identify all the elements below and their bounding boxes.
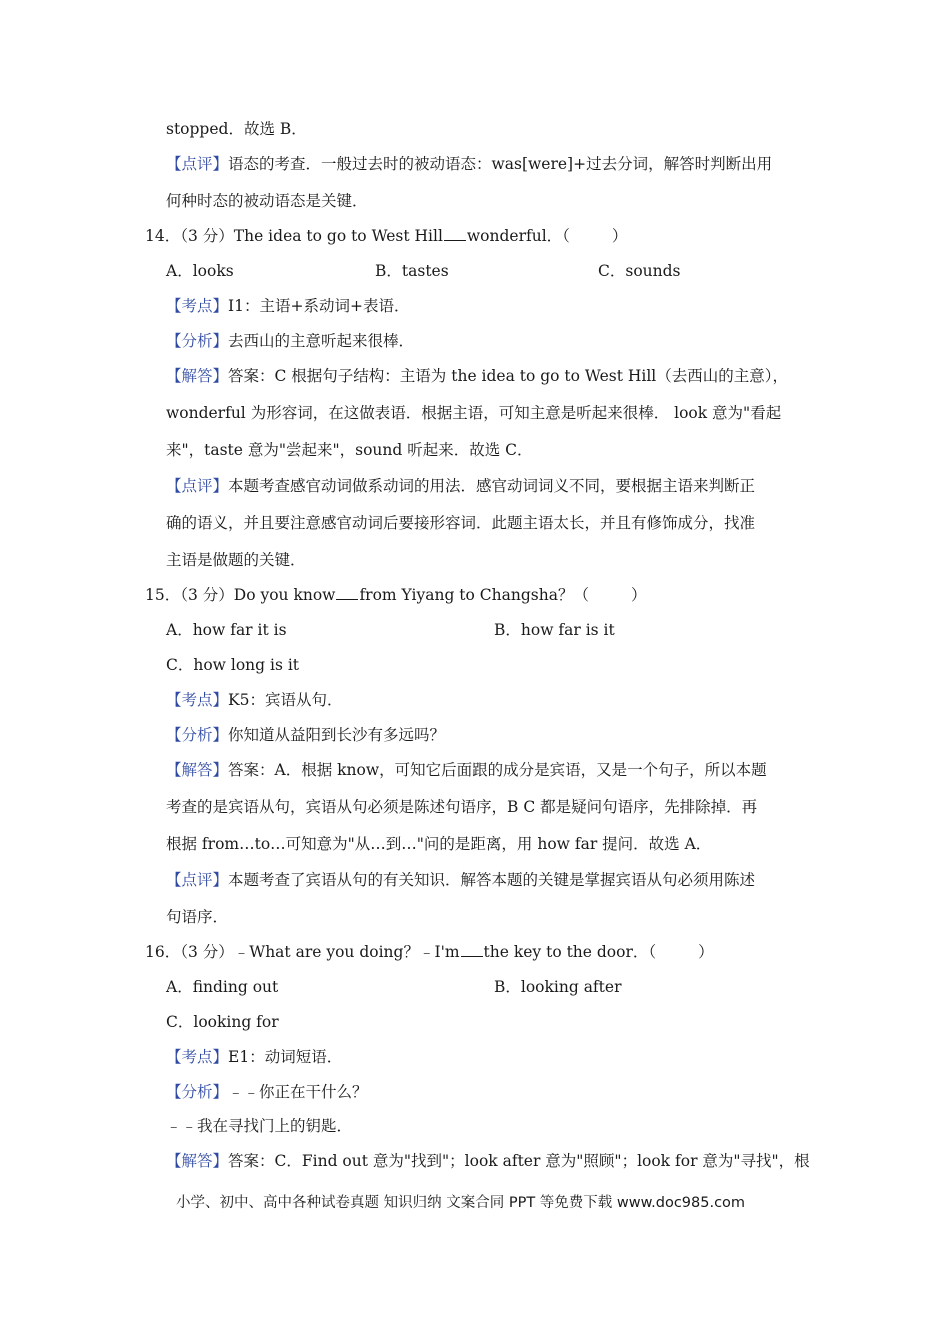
question-number: 14．（3 分） [145, 227, 234, 245]
jieda-line [166, 760, 767, 780]
option-b: B．tastes [375, 262, 449, 280]
fenxi-line [166, 331, 414, 351]
question-15-stem [145, 585, 646, 605]
stem-text: wonderful．（ [466, 227, 570, 245]
fenxi-text: 你知道从益阳到长沙有多远吗？ [228, 726, 446, 744]
option-a: A．how far it is [166, 621, 287, 639]
jieda-line [166, 1151, 810, 1171]
stem-text: Do you know [233, 586, 336, 604]
stem-text: ） [611, 227, 628, 245]
stem-text: ） [698, 943, 714, 961]
stem-text: ） [630, 586, 647, 604]
fenxi-line [166, 1082, 368, 1102]
dianping-tag: 【点评】 [166, 477, 229, 495]
stem-text: ﹣What are you doing？﹣I'm [233, 943, 460, 961]
fenxi-text: ﹣﹣你正在干什么？ [228, 1083, 368, 1101]
jieda-tag: 【解答】 [166, 1152, 229, 1170]
footer-download-note: 小学、初中、高中各种试卷真题 知识归纳 文案合同 PPT 等免费下载 www.doc985.com [176, 1195, 746, 1211]
jieda-text-cont: wonderful 为形容词，在这做表语．根据主语，可知主意是听起来很棒． look 意为"看起 [166, 404, 782, 422]
answer-blank [461, 942, 483, 957]
review-line [166, 154, 772, 174]
stem-text: The idea to go to West Hill [233, 227, 443, 245]
kaodian-line [166, 690, 342, 710]
fenxi-text-cont: ﹣﹣我在寻找门上的钥匙． [166, 1117, 353, 1135]
kaodian-text: K5：宾语从句． [228, 691, 343, 709]
fenxi-line [166, 725, 445, 745]
kaodian-line [166, 1047, 342, 1067]
option-c: C．how long is it [166, 656, 300, 674]
option-b: B．looking after [494, 978, 622, 996]
option-b: B．how far is it [494, 621, 615, 639]
dianping-line [166, 476, 755, 496]
kaodian-tag: 【考点】 [166, 297, 229, 315]
question-number: 16．（3 分） [145, 943, 234, 961]
dianping-text-cont: 确的语义，并且要注意感官动词后要接形容词．此题主语太长，并且有修饰成分，找准 [166, 514, 756, 532]
answer-blank [444, 226, 466, 241]
stem-text: from Yiyang to Changsha？（ [359, 586, 589, 604]
jieda-tag: 【解答】 [166, 367, 229, 385]
option-a: A．finding out [166, 978, 279, 996]
question-14-stem [145, 226, 627, 246]
kaodian-tag: 【考点】 [166, 1048, 229, 1066]
kaodian-text: E1：动词短语． [228, 1048, 343, 1066]
continuation-text: stopped．故选 B． [166, 120, 307, 138]
answer-blank [336, 585, 358, 600]
fenxi-tag: 【分析】 [166, 1083, 229, 1101]
question-number: 15．（3 分） [145, 586, 234, 604]
jieda-text: 答案：C 根据句子结构：主语为 the idea to go to West Hill（去西山的主意）， [228, 367, 789, 385]
jieda-line [166, 366, 788, 386]
jieda-text-cont: 来"，taste 意为"尝起来"，sound 听起来．故选 C． [166, 441, 533, 459]
dianping-text: 本题考查感官动词做系动词的用法．感官动词词义不同，要根据主语来判断正 [228, 477, 756, 495]
dianping-text: 本题考查了宾语从句的有关知识．解答本题的关键是掌握宾语从句必须用陈述 [228, 871, 756, 889]
review-text-cont: 何种时态的被动语态是关键． [166, 192, 368, 210]
jieda-text: 答案：A．根据 know，可知它后面跟的成分是宾语，又是一个句子，所以本题 [228, 761, 767, 779]
kaodian-tag: 【考点】 [166, 691, 229, 709]
option-c: C．looking for [166, 1013, 279, 1031]
jieda-tag: 【解答】 [166, 761, 229, 779]
stem-text: the key to the door．（ [483, 943, 657, 961]
review-text: 语态的考查．一般过去时的被动语态：was[were]+过去分词，解答时判断出用 [228, 155, 773, 173]
kaodian-line [166, 296, 409, 316]
fenxi-text: 去西山的主意听起来很棒． [228, 332, 415, 350]
option-a: A．looks [166, 262, 234, 280]
review-tag: 【点评】 [166, 155, 229, 173]
jieda-text-cont: 考查的是宾语从句，宾语从句必须是陈述句语序，B C 都是疑问句语序，先排除掉．再 [166, 798, 758, 816]
jieda-text-cont: 根据 from…to…可知意为"从…到…"问的是距离，用 how far 提问．故选 A． [166, 835, 712, 853]
dianping-text-cont: 主语是做题的关键． [166, 551, 306, 569]
fenxi-tag: 【分析】 [166, 332, 229, 350]
dianping-tag: 【点评】 [166, 871, 229, 889]
question-16-stem [145, 942, 714, 962]
jieda-text: 答案：C．Find out 意为"找到"；look after 意为"照顾"；look for 意为"寻找"，根 [228, 1152, 810, 1170]
dianping-text-cont: 句语序． [166, 908, 229, 926]
fenxi-tag: 【分析】 [166, 726, 229, 744]
kaodian-text: I1：主语+系动词+表语． [228, 297, 410, 315]
option-c: C．sounds [598, 262, 681, 280]
dianping-line [166, 870, 755, 890]
